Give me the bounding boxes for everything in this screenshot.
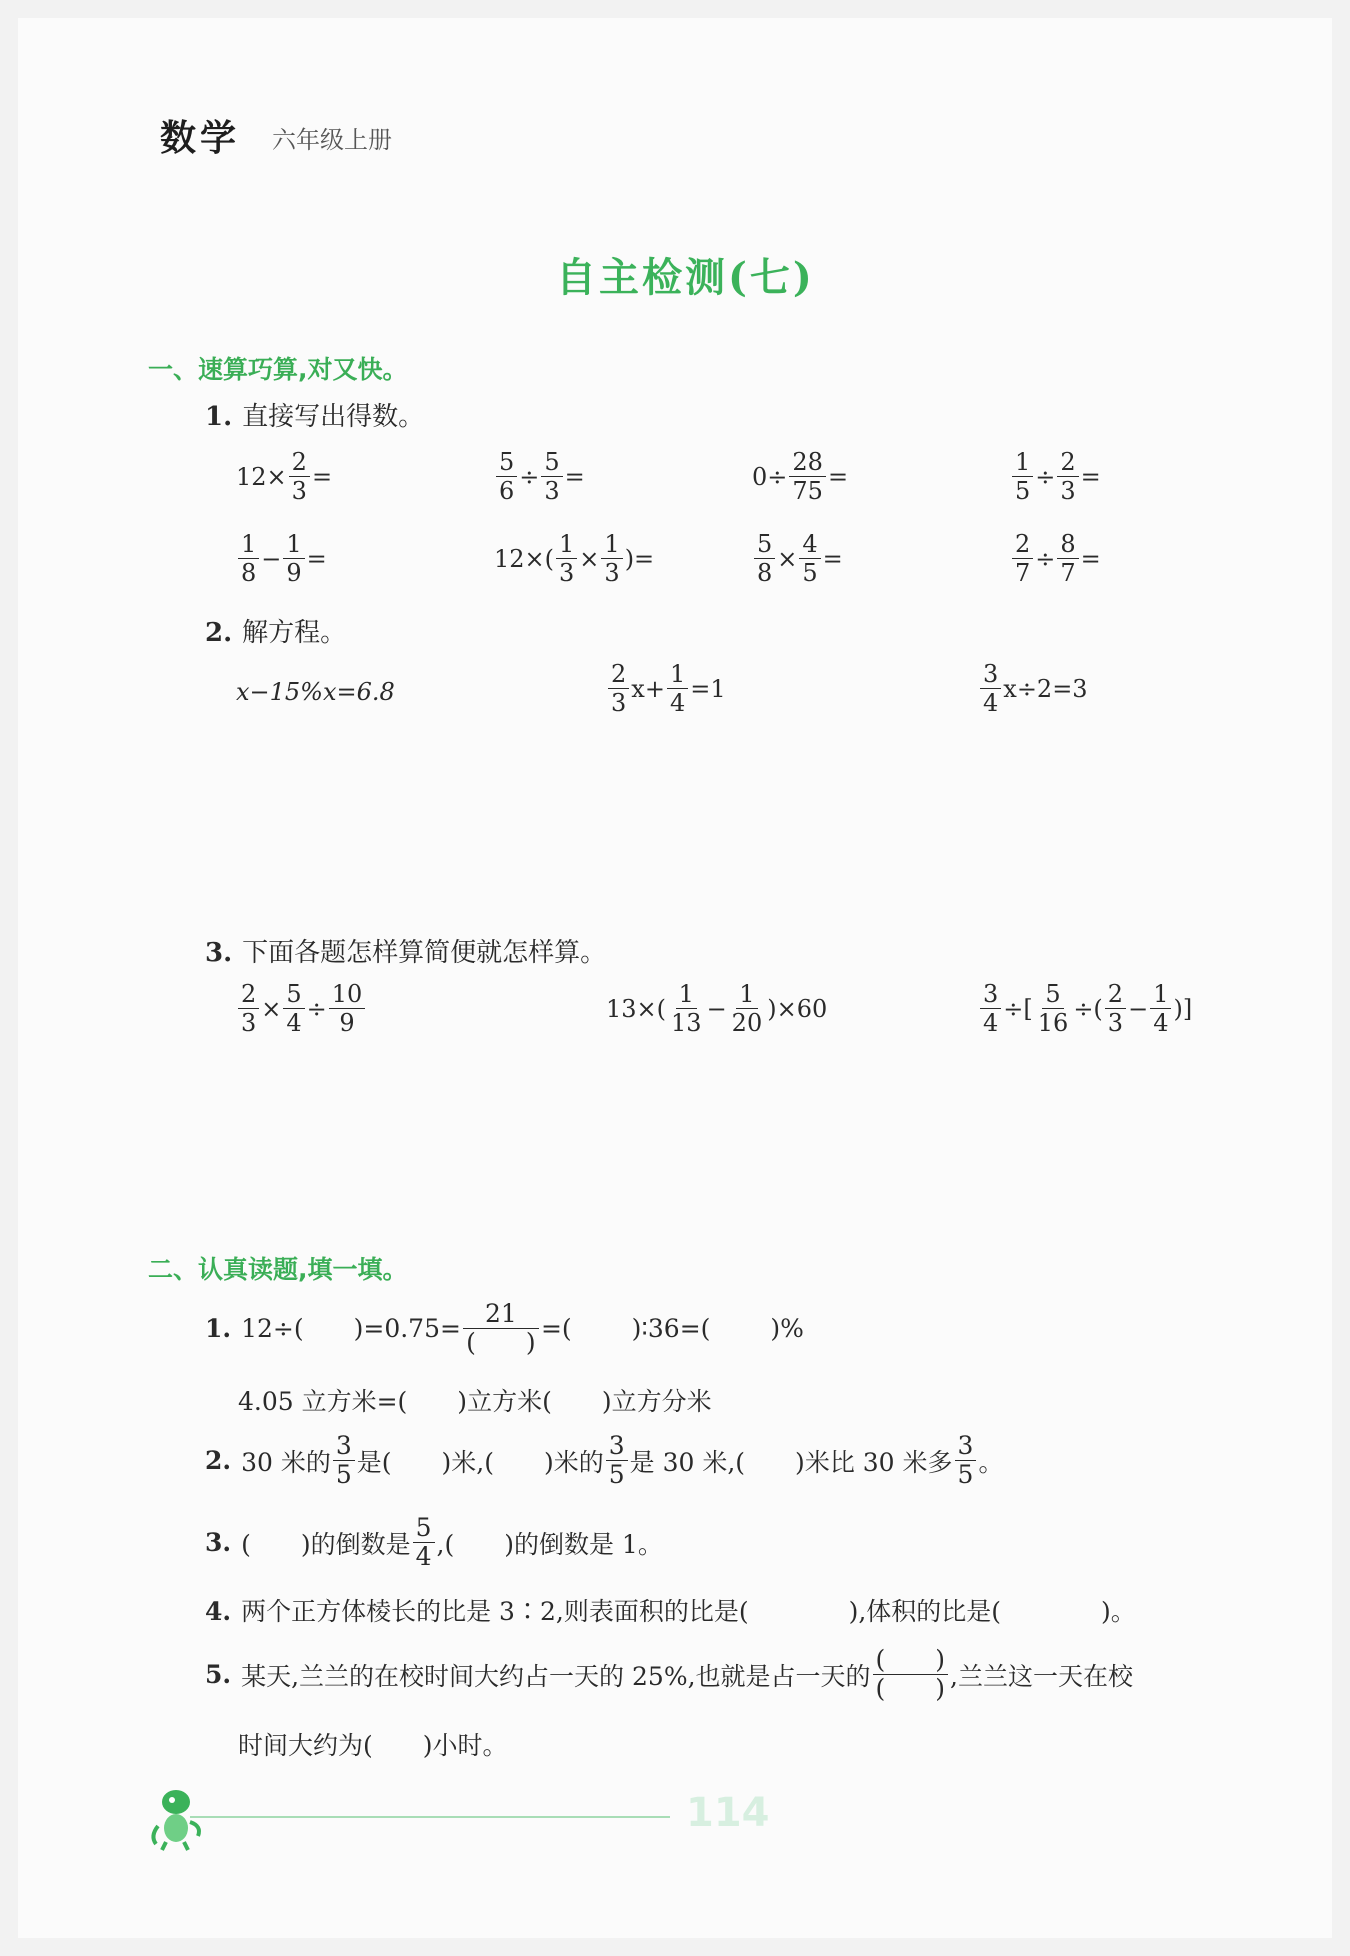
calc-6: 12×( $\frac{1}{3}$ × $\frac{1}{3}$ )= [494, 530, 655, 587]
equation-1: x−15%x=6.8 [236, 678, 395, 706]
fill-1-line2: 4.05 立方米=( )立方米( )立方分米 [238, 1387, 712, 1416]
equation-3: $\frac{3}{4}$ x÷2=3 [978, 660, 1088, 717]
fraction: $\frac{1}{13}$ [671, 980, 702, 1037]
fraction: $\frac{1}{4}$ [1150, 980, 1171, 1037]
fraction: $\frac{8}{7}$ [1057, 530, 1078, 587]
fraction: $\frac{5}{16}$ [1037, 980, 1069, 1037]
fill-5-line2: 时间大约为( )小时。 [238, 1731, 508, 1760]
question-number: 3. [205, 938, 233, 968]
fraction: $\frac{2}{3}$ [1057, 448, 1078, 505]
calc-7: $\frac{5}{8}$ × $\frac{4}{5}$ = [752, 530, 843, 587]
fraction: $\frac{2}{3}$ [608, 660, 629, 717]
page-title: 自主检测(七) [556, 254, 815, 301]
fraction: $\frac{1}{4}$ [667, 660, 688, 717]
equation-2: $\frac{2}{3}$ x+ $\frac{1}{4}$ =1 [606, 660, 726, 717]
fraction: $\frac{21}{( )}$ [463, 1300, 539, 1357]
question-label: 直接写出得数。 [242, 402, 425, 432]
question-label: 解方程。 [242, 618, 347, 648]
mascot-icon [146, 1782, 210, 1856]
fraction: $\frac{3}{5}$ [955, 1432, 977, 1489]
simplify-1: $\frac{2}{3}$ × $\frac{5}{4}$ ÷ $\frac{10}{9}$ [236, 980, 367, 1037]
fraction: $\frac{( )}{( )}$ [873, 1646, 949, 1703]
fill-1: 1. 12÷( )=0.75= $\frac{21}{( )}$ =( )∶36=( )% [205, 1299, 804, 1357]
fraction: $\frac{1}{3}$ [601, 530, 622, 587]
simplify-3: $\frac{3}{4}$ ÷[ $\frac{5}{16}$ ÷( $\frac{2}{3}$ − $\frac{1}{4}$ )] [978, 980, 1192, 1037]
calc-3: 0÷ $\frac{28}{75}$ = [752, 448, 849, 505]
fraction: $\frac{5}{3}$ [541, 448, 562, 505]
fill-2: 2. 30 米的 $\frac{3}{5}$ 是( )米,( )米的 $\frac{3}{5}$ 是 30 米,( )米比 30 米多 $\frac{3}{5}$ 。 [205, 1431, 1004, 1489]
q1-1-prompt [205, 396, 424, 433]
footer-divider [190, 1816, 670, 1818]
fraction: $\frac{5}{4}$ [413, 1514, 435, 1571]
fraction: $\frac{2}{3}$ [238, 980, 259, 1037]
fraction: $\frac{3}{5}$ [606, 1432, 628, 1489]
fill-3: 3. ( )的倒数是 $\frac{5}{4}$ ,( )的倒数是 1。 [205, 1513, 663, 1571]
fraction: $\frac{28}{75}$ [789, 448, 826, 505]
calc-8: $\frac{2}{7}$ ÷ $\frac{8}{7}$ = [1010, 530, 1101, 587]
fill-4: 4. 两个正方体棱长的比是 3∶2,则表面积的比是( ),体积的比是( )。 [205, 1597, 1136, 1626]
question-number: 1. [205, 402, 233, 432]
fraction: $\frac{5}{6}$ [496, 448, 517, 505]
fraction: $\frac{5}{4}$ [283, 980, 304, 1037]
fraction: $\frac{2}{7}$ [1012, 530, 1033, 587]
simplify-2: 13×( $\frac{1}{13}$ − $\frac{1}{20}$ )×60 [606, 980, 828, 1037]
fraction: $\frac{1}{5}$ [1012, 448, 1033, 505]
fraction: $\frac{2}{3}$ [1105, 980, 1126, 1037]
q1-3-prompt [205, 932, 606, 969]
section1-heading: 一、速算巧算,对又快。 [148, 355, 408, 384]
q1-2-prompt [205, 612, 346, 649]
fraction: $\frac{5}{8}$ [754, 530, 775, 587]
subject-title: 数学 [160, 118, 241, 159]
fraction: $\frac{3}{4}$ [980, 660, 1001, 717]
calc-5: $\frac{1}{8}$ − $\frac{1}{9}$ = [236, 530, 327, 587]
calc-2: $\frac{5}{6}$ ÷ $\frac{5}{3}$ = [494, 448, 585, 505]
question-number: 2. [205, 618, 233, 648]
fraction: $\frac{1}{3}$ [556, 530, 577, 587]
calc-1: 12× $\frac{2}{3}$ = [236, 448, 333, 505]
question-label: 下面各题怎样算简便就怎样算。 [242, 938, 607, 968]
fraction: $\frac{1}{20}$ [731, 980, 763, 1037]
fill-5: 5. 某天,兰兰的在校时间大约占一天的 25%,也就是占一天的 $\frac{( )}{( )}$ ,兰兰这一天在校 [205, 1645, 1133, 1703]
fraction: $\frac{1}{8}$ [238, 530, 259, 587]
calc-4: $\frac{1}{5}$ ÷ $\frac{2}{3}$ = [1010, 448, 1101, 505]
page-number: 114 [686, 1790, 770, 1836]
section2-heading: 二、认真读题,填一填。 [148, 1255, 408, 1284]
fraction: $\frac{3}{5}$ [333, 1432, 355, 1489]
fraction: $\frac{1}{9}$ [283, 530, 304, 587]
grade-label: 六年级上册 [272, 126, 392, 154]
fraction: $\frac{3}{4}$ [980, 980, 1001, 1037]
fraction: $\frac{2}{3}$ [289, 448, 310, 505]
fraction: $\frac{4}{5}$ [799, 530, 820, 587]
fraction: $\frac{10}{9}$ [329, 980, 366, 1037]
